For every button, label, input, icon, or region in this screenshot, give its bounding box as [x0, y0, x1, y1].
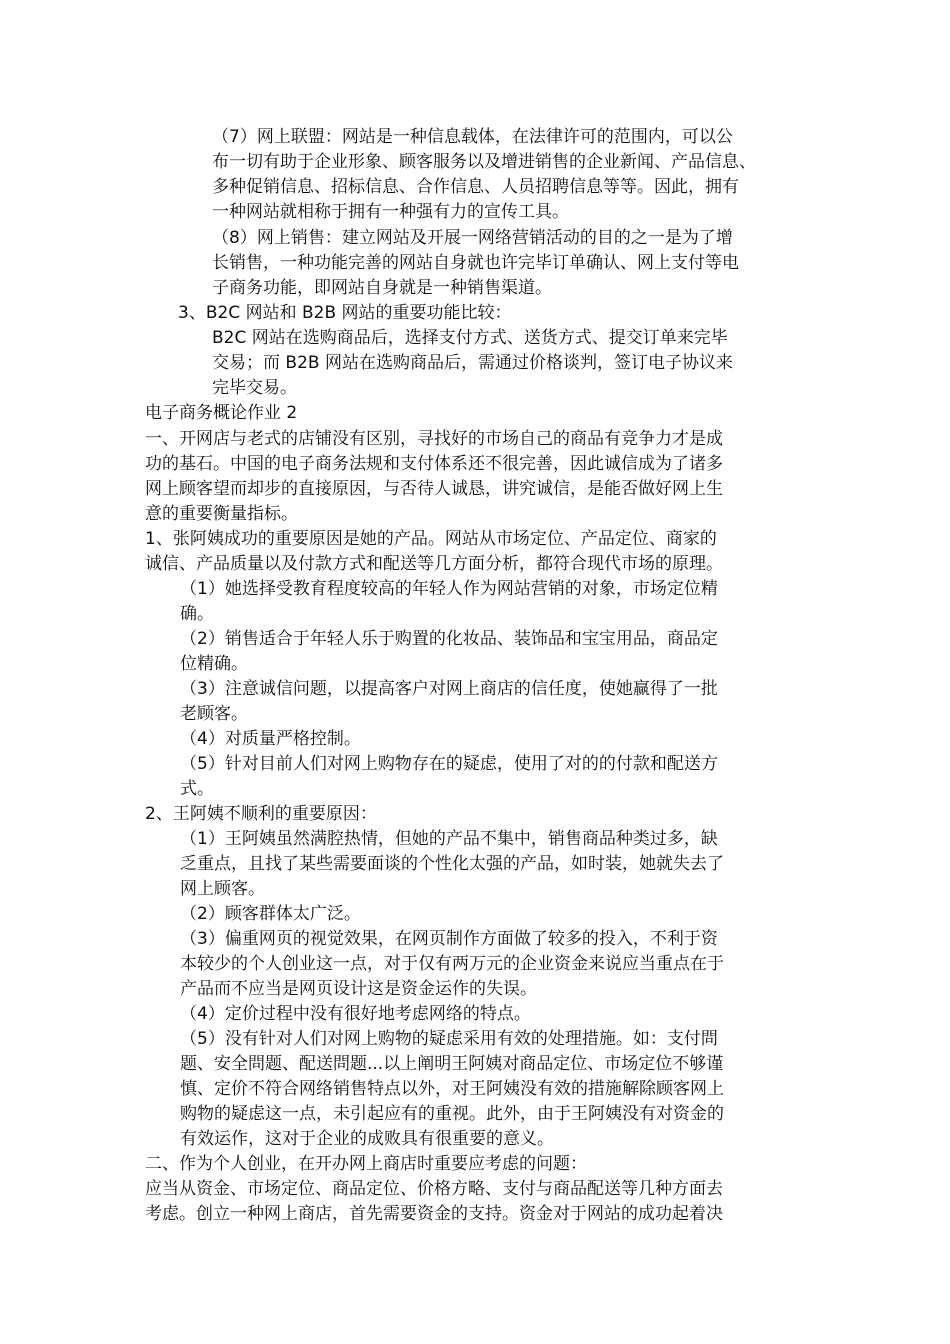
text-line-b2c-3: 完毕交易。: [212, 378, 297, 398]
text-line-b2c-1: B2C 网站在选购商品后，选择支付方式、送货方式、提交订单来完毕: [212, 328, 728, 348]
wang-item1-2: 乏重点，且找了某些需要面谈的个性化太强的产品，如时装，她就失去了: [180, 854, 724, 874]
zhang-item1-1: （1）她选择受教育程度较高的年轻人作为网站营销的对象，市场定位精: [180, 579, 718, 599]
paragraph-one-3: 网上顾客望而却步的直接原因，与否待人诚恳，讲究诚信，是能否做好网上生: [145, 479, 723, 499]
section-two-text-2: 考虑。创立一种网上商店，首先需要资金的支持。资金对于网站的成功起着决: [145, 1204, 723, 1224]
paragraph-one-1: 一、开网店与老式的店铺没有区别，寻找好的市场自己的商品有竞争力才是成: [145, 429, 723, 449]
wang-item3-1: （3）偏重网页的视觉效果，在网页制作方面做了较多的投入，不利于资: [180, 929, 718, 949]
text-line-item8-2: 长销售，一种功能完善的网站自身就也许完毕订单确认、网上支付等电: [212, 253, 739, 273]
zhang-item4: （4）对质量严格控制。: [180, 729, 361, 749]
zhang-item1-2: 确。: [180, 604, 214, 624]
text-line-b2c-2: 交易；而 B2B 网站在选购商品后，需通过价格谈判，签订电子协议来: [212, 353, 733, 373]
wang-item3-3: 产品而不应当是网页设计这是资金运作的失误。: [180, 979, 537, 999]
text-line-item7-1: （7）网上联盟：网站是一种信息载体，在法律许可的范围内，可以公: [212, 127, 733, 147]
wang-item2: （2）顾客群体太广泛。: [180, 904, 361, 924]
text-line-item7-3: 多种促销信息、招标信息、合作信息、人员招聘信息等等。因此，拥有: [212, 177, 739, 197]
section-two-text-1: 应当从资金、市场定位、商品定位、价格方略、支付与商品配送等几种方面去: [145, 1179, 723, 1199]
text-line-item8-1: （8）网上销售：建立网站及开展一网络营销活动的目的之一是为了增: [212, 228, 733, 248]
paragraph-one-4: 意的重要衡量指标。: [145, 504, 298, 524]
wang-item4: （4）定价过程中没有很好地考虑网络的特点。: [180, 1004, 531, 1024]
wang-item3-2: 本较少的个人创业这一点，对于仅有两万元的企业资金来说应当重点在于: [180, 954, 724, 974]
text-line-item7-4: 一种网站就相称于拥有一种强有力的宣传工具。: [212, 202, 569, 222]
wang-item1-3: 网上顾客。: [180, 879, 265, 899]
paragraph-zhang-2: 诚信、产品质量以及付款方式和配送等几方面分析，都符合现代市场的原理。: [145, 554, 723, 574]
section-two-heading: 二、作为个人创业，在开办网上商店时重要应考虑的问题：: [145, 1154, 587, 1174]
zhang-item3-1: （3）注意诚信问题，以提高客户对网上商店的信任度，使她赢得了一批: [180, 679, 718, 699]
zhang-item3-2: 老顾客。: [180, 704, 248, 724]
zhang-item5-2: 式。: [180, 779, 214, 799]
zhang-item5-1: （5）针对目前人们对网上购物存在的疑虑，使用了对的的付款和配送方: [180, 754, 718, 774]
wang-item5-1: （5）没有针对人们对网上购物的疑虑采用有效的处理措施。如：支付問: [180, 1029, 718, 1049]
document-heading: 电子商务概论作业 2: [145, 403, 298, 423]
section-heading-3: 3、B2C 网站和 B2B 网站的重要功能比较：: [178, 303, 512, 323]
wang-item5-5: 有效运作，这对于企业的成败具有很重要的意义。: [180, 1129, 554, 1149]
wang-item5-4: 购物的疑虑这一点，未引起应有的重视。此外，由于王阿姨没有对资金的: [180, 1104, 724, 1124]
paragraph-wang-heading: 2、王阿姨不顺利的重要原因：: [145, 804, 377, 824]
zhang-item2-1: （2）销售适合于年轻人乐于购置的化妆品、装饰品和宝宝用品，商品定: [180, 629, 718, 649]
text-line-item8-3: 子商务功能，即网站自身就是一种销售渠道。: [212, 278, 552, 298]
wang-item5-2: 题、安全問题、配送問题...以上阐明王阿姨对商品定位、市场定位不够谨: [180, 1054, 724, 1074]
text-line-item7-2: 布一切有助于企业形象、顾客服务以及增进销售的企业新闻、产品信息、: [212, 152, 756, 172]
paragraph-one-2: 功的基石。中国的电子商务法规和支付体系还不很完善，因此诚信成为了诸多: [145, 454, 723, 474]
wang-item1-1: （1）王阿姨虽然满腔热情，但她的产品不集中，销售商品种类过多，缺: [180, 829, 718, 849]
wang-item5-3: 慎、定价不符合网络销售特点以外，对王阿姨没有效的措施解除顾客网上: [180, 1079, 724, 1099]
paragraph-zhang-1: 1、张阿姨成功的重要原因是她的产品。网站从市场定位、产品定位、商家的: [145, 529, 717, 549]
zhang-item2-2: 位精确。: [180, 654, 248, 674]
